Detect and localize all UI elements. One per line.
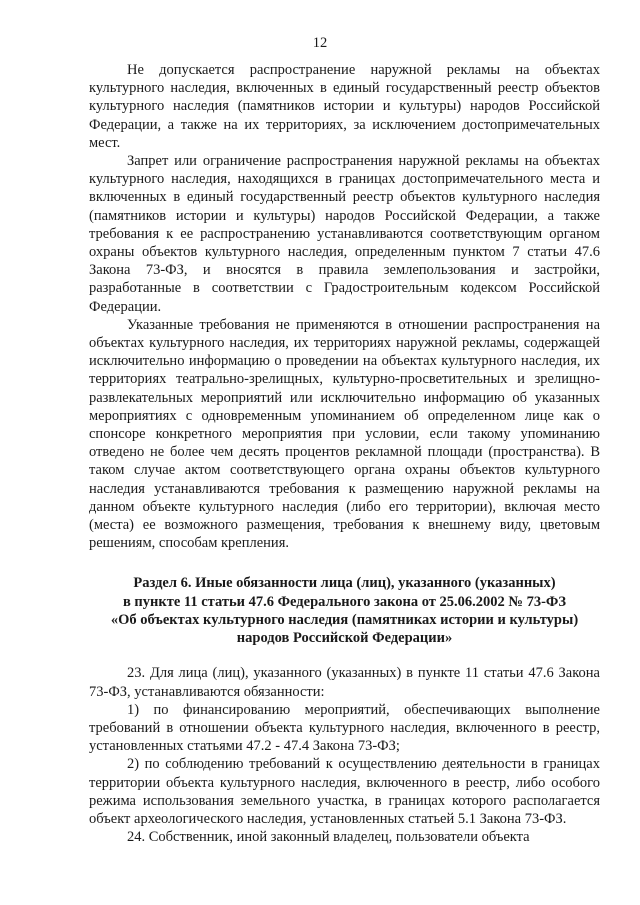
section-6-heading	[89, 574, 600, 647]
section-heading-line: Раздел 6. Иные обязанности лица (лиц), указанного (указанных)	[133, 575, 556, 592]
paragraph-advertising-ban: Не допускается распространение наружной рекламы на объектах культурного наследия, включенных в единый государственный реестр объектов культурного наследия (памятников истории и культуры) народов Российской Федерации, а также на их территориях, за исключением достопримечательных мест.	[89, 62, 600, 151]
document-body	[89, 61, 600, 846]
paragraph-subitem-2: 2) по соблюдению требований к осуществлению деятельности в границах территории объекта культурного наследия, включенного в реестр, либо особого режима использования земельного участка, в границах которого располагается объект археологического наследия, установленных статьей 5.1 Закона 73-ФЗ.	[89, 756, 600, 827]
paragraph-item-23: 23. Для лица (лиц), указанного (указанных) в пункте 11 статьи 47.6 Закона 73-ФЗ, устанавливаются обязанности:	[89, 665, 600, 700]
paragraph-requirements-exceptions: Указанные требования не применяются в отношении распространения на объектах культурного наследия, их территориях наружной рекламы, содержащей исключительно информацию о проведении на объектах культурного наследия, их территориях театрально-зрелищных, культурно-просветительных и зрелищно-развлекательных мероприятий или исключительно информацию об указанных мероприятиях с одновременным упоминанием об определенном лице как о спонсоре конкретного мероприятия при условии, если такому упоминанию отведено не более чем десять процентов рекламной площади (пространства). В таком случае актом соответствующего органа охраны объектов культурного наследия устанавливаются требования к размещению наружной рекламы на данном объекте культурного наследия (либо его территории), включая место (места) ее возможного размещения, требования к внешнему виду, цветовым решениям, способам крепления.	[89, 316, 600, 552]
paragraph-subitem-1: 1) по финансированию мероприятий, обеспечивающих выполнение требований в отношении объекта культурного наследия, включенного в реестр, установленных статьями 47.2 - 47.4 Закона 73-ФЗ;	[89, 701, 600, 755]
paragraph-advertising-restriction: Запрет или ограничение распространения наружной рекламы на объектах культурного наследия, находящихся в границах достопримечательного места и включенных в единый государственный реестр объектов культурного наследия (памятников истории и культуры) народов Российской Федерации, а также требования к ее распространению устанавливаются соответствующим органом охраны объектов культурного наследия, определенным пунктом 7 статьи 47.6 Закона 73-ФЗ, и вносятся в правила землепользования и застройки, разработанные в соответствии с Градостроительным кодексом Российской Федерации.	[89, 153, 600, 315]
paragraph-item-24: 24. Собственник, иной законный владелец, пользователи объекта	[127, 829, 530, 846]
page-number: 12	[312, 35, 328, 51]
section-heading-line: в пункте 11 статьи 47.6 Федерального закона от 25.06.2002 № 73-ФЗ	[122, 593, 567, 610]
section-heading-line: народов Российской Федерации»	[236, 630, 453, 647]
section-heading-line: «Об объектах культурного наследия (памятниках истории и культуры)	[110, 611, 579, 628]
